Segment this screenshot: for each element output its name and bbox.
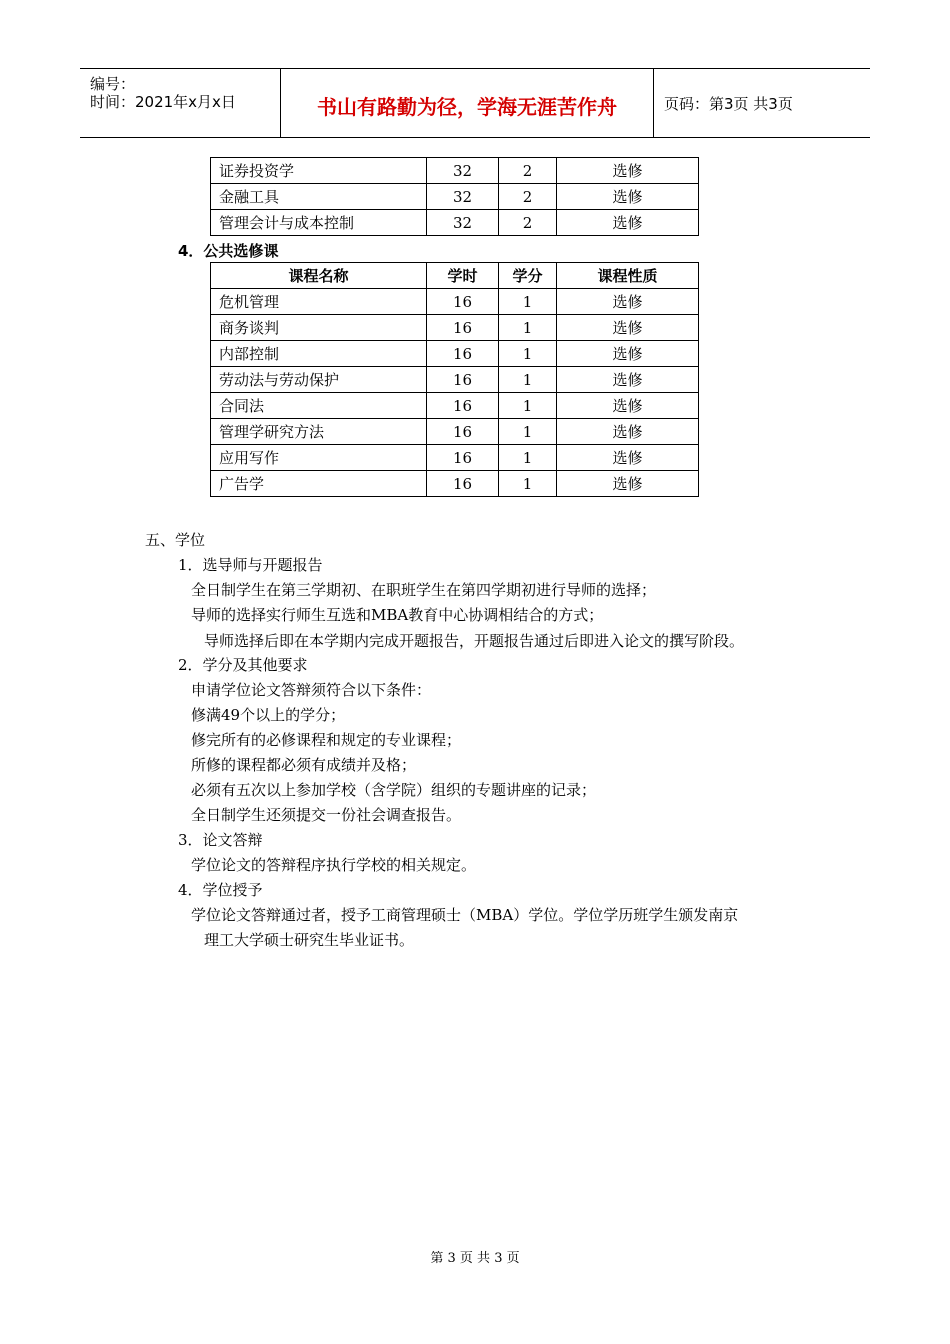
header-page-cell: [654, 69, 870, 137]
subsection-defense-title: 3．论文答辩: [178, 831, 263, 849]
course-hours: 16: [427, 393, 499, 419]
header-hours: 学时: [427, 263, 499, 289]
paragraph: 理工大学硕士研究生毕业证书。: [204, 931, 415, 949]
course-hours: 16: [427, 289, 499, 315]
paragraph: 全日制学生还须提交一份社会调查报告。: [191, 806, 462, 824]
course-name: 内部控制: [211, 341, 427, 367]
course-name: 金融工具: [211, 184, 427, 210]
table-row: [211, 367, 699, 393]
page-info: 页码：第3页 共3页: [664, 95, 793, 113]
course-credits: 1: [499, 471, 557, 497]
course-type: 选修: [557, 445, 699, 471]
course-type: 选修: [557, 210, 699, 236]
table-row: [211, 210, 699, 236]
paragraph: 必须有五次以上参加学校（含学院）组织的专题讲座的记录；: [191, 781, 597, 799]
table-row: [211, 341, 699, 367]
table-row: [211, 419, 699, 445]
motto: 书山有路勤为径，学海无涯苦作舟: [317, 95, 617, 119]
course-hours: 16: [427, 341, 499, 367]
course-hours: 32: [427, 158, 499, 184]
subsection-award-title: 4．学位授予: [178, 881, 263, 899]
course-hours: 32: [427, 184, 499, 210]
course-hours: 16: [427, 445, 499, 471]
subsection-credits-title: 2．学分及其他要求: [178, 656, 308, 674]
course-credits: 1: [499, 341, 557, 367]
table-row: [211, 315, 699, 341]
paragraph: 所修的课程都必须有成绩并及格；: [191, 756, 417, 774]
course-credits: 1: [499, 289, 557, 315]
course-name: 劳动法与劳动保护: [211, 367, 427, 393]
course-credits: 1: [499, 393, 557, 419]
course-credits: 2: [499, 158, 557, 184]
course-type: 选修: [557, 341, 699, 367]
course-name: 应用写作: [211, 445, 427, 471]
paragraph: 修完所有的必修课程和规定的专业课程；: [191, 731, 462, 749]
course-name: 证券投资学: [211, 158, 427, 184]
table-row: [211, 158, 699, 184]
course-type: 选修: [557, 471, 699, 497]
course-hours: 32: [427, 210, 499, 236]
course-type: 选修: [557, 419, 699, 445]
course-hours: 16: [427, 367, 499, 393]
time-label: 时间：2021年x月x日: [90, 93, 236, 111]
header-credits: 学分: [499, 263, 557, 289]
table-row: [211, 471, 699, 497]
header-motto-cell: [281, 69, 654, 137]
course-credits: 1: [499, 367, 557, 393]
header-course-type: 课程性质: [557, 263, 699, 289]
course-hours: 16: [427, 471, 499, 497]
paragraph: 学位论文的答辩程序执行学校的相关规定。: [191, 856, 477, 874]
course-name: 管理学研究方法: [211, 419, 427, 445]
section-degree-title: 五、学位: [145, 531, 206, 549]
course-hours: 16: [427, 419, 499, 445]
paragraph: 导师的选择实行师生互选和MBA教育中心协调相结合的方式；: [191, 606, 604, 624]
course-type: 选修: [557, 158, 699, 184]
elective-table-continued: [210, 157, 699, 236]
paragraph: 全日制学生在第三学期初、在职班学生在第四学期初进行导师的选择；: [191, 581, 657, 599]
page-header: [80, 68, 870, 138]
course-type: 选修: [557, 315, 699, 341]
course-credits: 1: [499, 419, 557, 445]
page-footer: 第 3 页 共 3 页: [430, 1251, 520, 1266]
header-meta: [80, 69, 281, 137]
course-credits: 1: [499, 315, 557, 341]
table-row: [211, 445, 699, 471]
table-row: [211, 184, 699, 210]
number-label: 编号：: [90, 75, 136, 93]
course-type: 选修: [557, 367, 699, 393]
paragraph: 修满49个以上的学分；: [191, 706, 346, 724]
table-header-row: [211, 263, 699, 289]
course-type: 选修: [557, 184, 699, 210]
course-credits: 2: [499, 184, 557, 210]
course-name: 合同法: [211, 393, 427, 419]
course-hours: 16: [427, 315, 499, 341]
section-public-electives-title: 4．公共选修课: [178, 242, 279, 260]
paragraph: 申请学位论文答辩须符合以下条件：: [191, 681, 432, 699]
course-type: 选修: [557, 393, 699, 419]
paragraph: 学位论文答辩通过者，授予工商管理硕士（MBA）学位。学位学历班学生颁发南京: [191, 906, 739, 924]
course-credits: 2: [499, 210, 557, 236]
table-row: [211, 289, 699, 315]
header-course-name: 课程名称: [211, 263, 427, 289]
course-name: 管理会计与成本控制: [211, 210, 427, 236]
subsection-advisor-title: 1．选导师与开题报告: [178, 556, 323, 574]
table-row: [211, 393, 699, 419]
paragraph: 导师选择后即在本学期内完成开题报告，开题报告通过后即进入论文的撰写阶段。: [204, 632, 745, 650]
public-elective-table: [210, 262, 699, 497]
course-credits: 1: [499, 445, 557, 471]
course-type: 选修: [557, 289, 699, 315]
course-name: 广告学: [211, 471, 427, 497]
course-name: 商务谈判: [211, 315, 427, 341]
course-name: 危机管理: [211, 289, 427, 315]
